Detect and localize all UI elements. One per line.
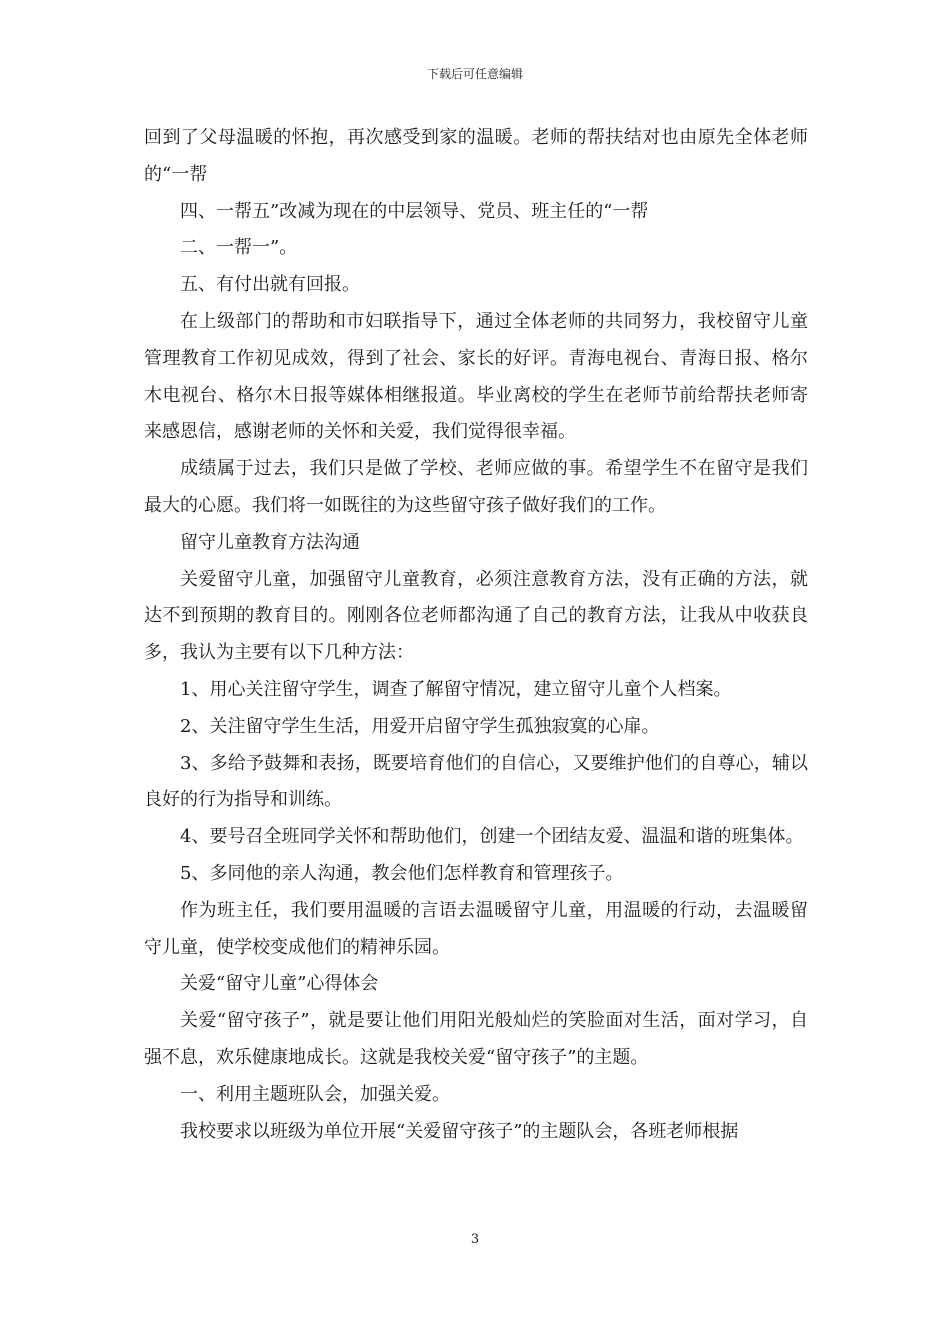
section-title: 留守儿童教育方法沟通 xyxy=(180,531,360,553)
paragraph: 二、一帮一”。 xyxy=(180,237,298,259)
list-item: 5、多同他的亲人沟通，教会他们怎样教育和管理孩子。 xyxy=(180,862,624,884)
section-heading: 一、利用主题班队会，加强关爱。 xyxy=(180,1083,450,1105)
paragraph: 回到了父母温暖的怀抱，再次感受到家的温暖。老师的帮扶结对也由原先全体老师的“一帮 xyxy=(144,127,808,185)
paragraph: 四、一帮五”改减为现在的中层领导、党员、班主任的“一帮 xyxy=(180,200,649,222)
page-header: 下载后可任意编辑 xyxy=(426,67,523,81)
section-heading: 五、有付出就有回报。 xyxy=(180,274,360,296)
paragraph: 关爱“留守孩子”，就是要让他们用阳光般灿烂的笑脸面对生活，面对学习，自强不息，欢乐健康地成长。这就是我校关爱“留守孩子”的主题。 xyxy=(144,1010,808,1068)
paragraph: 成绩属于过去，我们只是做了学校、老师应做的事。希望学生不在留守是我们最大的心愿。我们将一如既往的为这些留守孩子做好我们的工作。 xyxy=(144,458,808,516)
paragraph: 关爱留守儿童，加强留守儿童教育，必须注意教育方法，没有正确的方法，就达不到预期的教育目的。刚刚各位老师都沟通了自己的教育方法，让我从中收获良多，我认为主要有以下几种方法： xyxy=(144,568,808,664)
paragraph: 作为班主任，我们要用温暖的言语去温暖留守儿童，用温暖的行动，去温暖留守儿童，使学校变成他们的精神乐园。 xyxy=(144,899,808,958)
list-item: 3、多给予鼓舞和表扬，既要培育他们的自信心，又要维护他们的自尊心，辅以良好的行为指导和训练。 xyxy=(144,752,808,811)
page-number: 3 xyxy=(470,1232,480,1247)
list-item: 1、用心关注留守学生，调查了解留守情况，建立留守儿童个人档案。 xyxy=(180,678,732,700)
list-item: 4、要号召全班同学关怀和帮助他们，创建一个团结友爱、温温和谐的班集体。 xyxy=(180,826,804,848)
paragraph: 我校要求以班级为单位开展“关爱留守孩子”的主题队会，各班老师根据 xyxy=(180,1120,739,1142)
paragraph: 在上级部门的帮助和市妇联指导下，通过全体老师的共同努力，我校留守儿童管理教育工作初见成效，得到了社会、家长的好评。青海电视台、青海日报、格尔木电视台、格尔木日报等媒体相继报道。毕业离校的学生在老师节前给帮扶老师寄来感恩信，感谢老师的关怀和关爱，我们觉得很幸福。 xyxy=(144,310,808,443)
section-title: 关爱“留守儿童”心得体会 xyxy=(180,973,379,995)
list-item: 2、关注留守学生生活，用爱开启留守学生孤独寂寞的心扉。 xyxy=(180,715,660,737)
document-body xyxy=(144,120,808,1150)
